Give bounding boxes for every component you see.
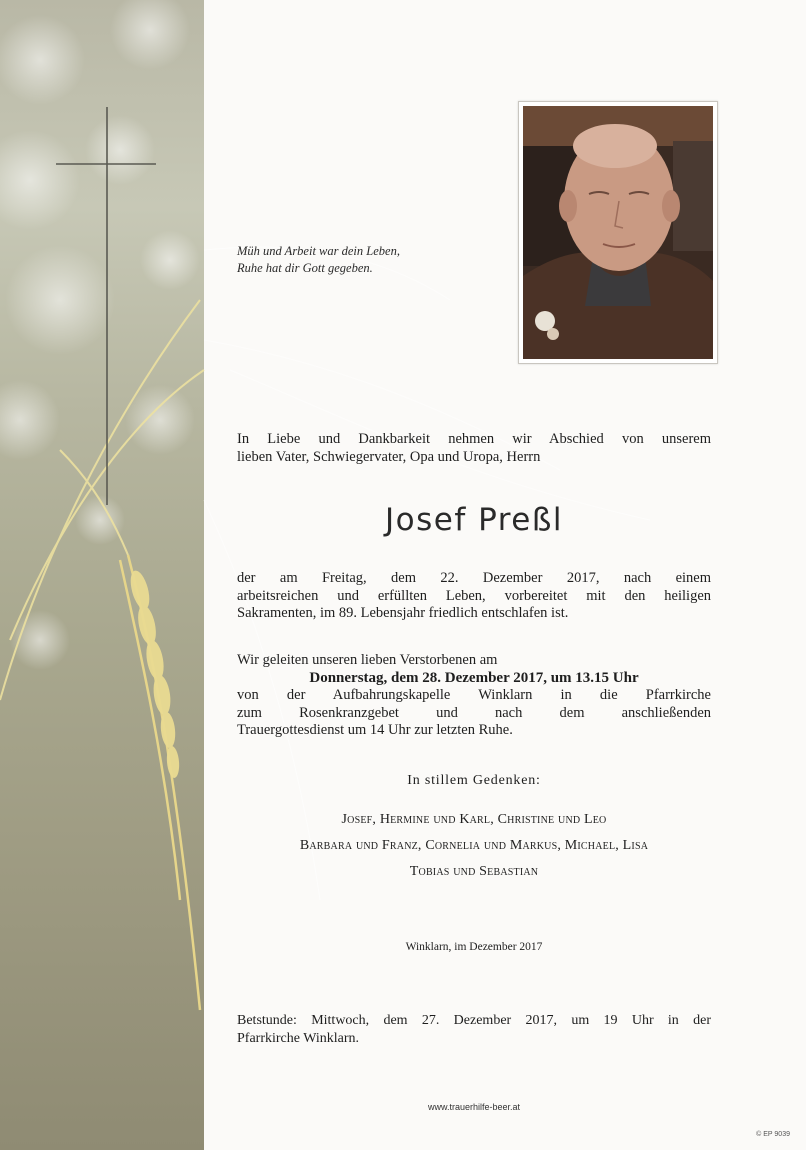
funeral-date: Donnerstag, dem 28. Dezember 2017, um 13.15 Uhr [309,669,639,686]
website-link[interactable]: www.trauerhilfe-beer.at [427,1102,521,1112]
intro-line-2: lieben Vater, Schwiegervater, Opa und Uropa, Herrn [237,448,541,465]
place-date: Winklarn, im Dezember 2017 [405,941,543,953]
mourners-list [237,807,711,885]
intro-text [237,431,711,466]
motto-line-1: Müh und Arbeit war dein Leben, [237,244,400,258]
funeral-line-1: Wir geleiten unseren lieben Verstorbenen am [237,652,498,668]
mourners-line-3: Tobias und Sebastian [409,864,539,879]
portrait-photo [523,106,713,359]
prayer-line-2: Pfarrkirche Winklarn. [237,1030,360,1046]
death-notice-line-1: der am Freitag, dem 22. Dezember 2017, nach einem [237,570,711,586]
cross-icon [56,107,158,507]
mourners-heading: In stillem Gedenken: [407,773,541,788]
mourners-line-2: Barbara und Franz, Cornelia und Markus, Michael, Lisa [299,838,649,853]
portrait-illustration [523,106,713,359]
death-notice [237,570,711,623]
print-code: © EP 9039 [756,1131,790,1138]
deceased-name: Josef Preßl [384,502,564,538]
funeral-line-3: zum Rosenkranzgebet und nach dem anschließenden [237,704,711,721]
death-notice-line-2: arbeitsreichen und erfüllten Leben, vorbereitet mit den heiligen [237,587,711,604]
funeral-info [237,652,711,740]
death-notice-line-3: Sakramenten, im 89. Lebensjahr friedlich entschlafen ist. [237,605,569,621]
funeral-line-2: von der Aufbahrungskapelle Winklarn in die Pfarrkirche [237,687,711,703]
mourners-line-1: Josef, Hermine und Karl, Christine und Leo [341,812,607,827]
motto [237,243,400,277]
prayer-info [237,1012,711,1047]
portrait-frame [518,101,718,364]
funeral-line-4: Trauergottesdienst um 14 Uhr zur letzten Ruhe. [237,722,513,738]
motto-line-2: Ruhe hat dir Gott gegeben. [237,261,373,275]
intro-line-1: In Liebe und Dankbarkeit nehmen wir Abschied von unserem [237,431,711,447]
prayer-line-1: Betstunde: Mittwoch, dem 27. Dezember 2017, um 19 Uhr in der [237,1013,711,1028]
